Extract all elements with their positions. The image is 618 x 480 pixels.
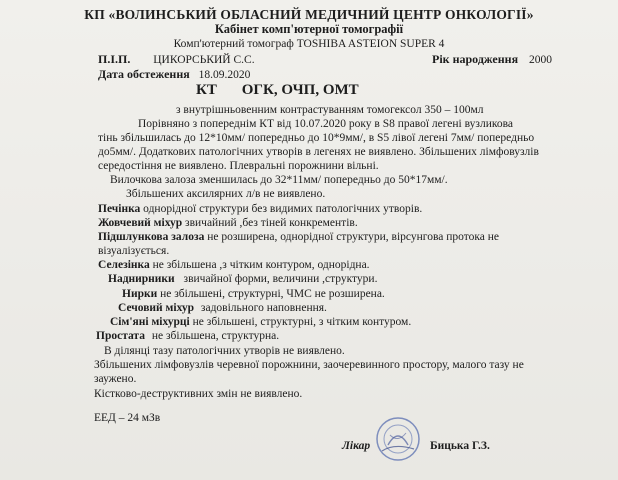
nodes-line-cont: заужено. — [94, 373, 137, 385]
nodes-line: Збільшених лімфовузлів черевної порожнини, заочеревинного простору, малого тазу не — [94, 359, 524, 371]
seminal-label: Сім'яні міхурці — [110, 316, 190, 328]
exam-title-body: ОГК, ОЧП, ОМТ — [241, 82, 359, 98]
spleen-label: Селезінка — [98, 259, 150, 271]
bones-line: Кістково-деструктивних змін не виявлено. — [94, 388, 303, 400]
prostate-text: не збільшена, структурна. — [151, 330, 280, 342]
kidney-text: не збільшені, структурні, ЧМС не розширена. — [160, 288, 385, 300]
device-name: Комп'ютерний томограф TOSHIBA ASTEION SUPER 4 — [173, 38, 445, 50]
adrenal-row — [108, 273, 377, 286]
finding-line: тінь збільшилась до 12*10мм/ попередньо до 10*9мм/, в S5 лівої легені 7мм/ попередньо — [98, 132, 535, 144]
spleen-text: не збільшена ,з чітким контуром, однорідна. — [152, 259, 370, 271]
pancreas-row — [98, 231, 499, 244]
seminal-text: не збільшені, структурні, з чітким контуром. — [192, 316, 412, 328]
exam-date-label: Дата обстеження — [98, 67, 190, 81]
finding-line: середостіння не виявлено. Плевральні порожнини вільні. — [98, 160, 379, 172]
pancreas-row-cont: візуалізується. — [98, 245, 170, 257]
pancreas-text: не розширена, однорідної структури, вірсунгова протока не — [207, 231, 499, 243]
exam-date-row — [98, 68, 250, 82]
bladder-label: Сечовий міхур — [118, 302, 195, 314]
patient-name-label: П.І.П. — [98, 52, 131, 66]
dose-line: ЕЕД – 24 мЗв — [94, 412, 161, 424]
exam-date-value: 18.09.2020 — [198, 69, 251, 81]
patient-name-value: ЦИКОРСЬКИЙ С.С. — [153, 54, 255, 66]
exam-title-prefix: КТ — [196, 82, 217, 98]
axillary-line: Збільшених аксилярних л/в не виявлено. — [126, 188, 326, 200]
liver-row — [98, 203, 422, 216]
birth-year-value: 2000 — [528, 54, 552, 66]
birth-year-label: Рік народження — [432, 52, 519, 66]
kidney-label: Нирки — [122, 288, 158, 300]
exam-title — [196, 84, 359, 98]
finding-line: Порівняно з попереднім КТ від 10.07.2020 року в S8 правої легені вузликова — [138, 118, 513, 130]
spleen-row — [98, 259, 370, 272]
contrast-note: з внутрішньовенним контрастуванням томогексол 350 – 100мл — [176, 104, 484, 116]
doctor-label: Лікар — [342, 440, 371, 452]
prostate-row — [96, 330, 279, 343]
prostate-label: Простата — [96, 330, 145, 342]
seminal-row — [110, 316, 411, 329]
liver-text: однорідної структури без видимих патологічних утворів. — [143, 203, 423, 215]
liver-label: Печінка — [98, 203, 141, 215]
thymus-line: Вилочкова залоза зменшилась до 32*11мм/ попередньо до 50*17мм/. — [110, 174, 448, 186]
department-title: Кабінет комп'ютерної томографії — [214, 22, 404, 36]
doctor-name: Бицька Г.З. — [430, 440, 490, 452]
pancreas-label: Підшлункова залоза — [98, 231, 205, 243]
adrenal-text: звичайної форми, величини ,структури. — [183, 273, 378, 285]
patient-name-row — [98, 53, 255, 67]
bladder-text: задовільного наповнення. — [200, 302, 327, 314]
pelvis-line: В ділянці тазу патологічних утворів не виявлено. — [104, 345, 345, 357]
stamp-seal-icon — [374, 415, 422, 463]
adrenal-label: Наднирники — [108, 273, 175, 285]
birth-year-row — [432, 53, 552, 67]
kidney-row — [122, 288, 385, 301]
gallbladder-text: звичайний ,без тіней конкрементів. — [185, 217, 358, 229]
org-title: КП «ВОЛИНСЬКИЙ ОБЛАСНИЙ МЕДИЧНИЙ ЦЕНТР ОНКОЛОГІЇ» — [84, 7, 534, 22]
gallbladder-row — [98, 217, 358, 230]
finding-line: до5мм/. Додаткових патологічних утворів в легенях не виявлено. Збільшених лімфовузлів — [98, 146, 539, 158]
gallbladder-label: Жовчевий міхур — [98, 217, 183, 229]
bladder-row — [118, 302, 327, 315]
